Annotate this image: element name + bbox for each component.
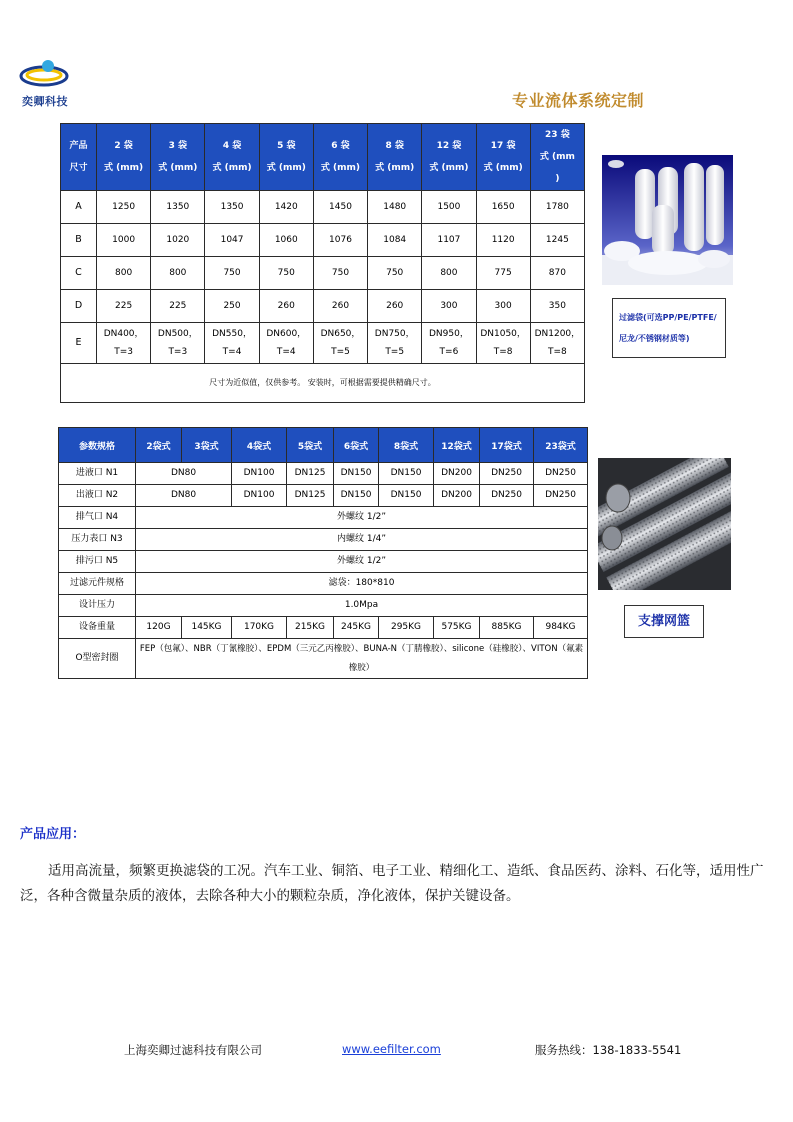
table-cell: 1450 bbox=[313, 191, 367, 224]
table-cell: 750 bbox=[259, 257, 313, 290]
filter-bag-caption: 过滤袋(可选PP/PE/PTFE/尼龙/不锈钢材质等) bbox=[612, 298, 726, 358]
table-note: 尺寸为近似值，仅供参考。 安装时，可根据需要提供精确尺寸。 bbox=[61, 364, 585, 403]
header-cell: 17袋式 bbox=[480, 428, 534, 463]
logo-text: 奕卿科技 bbox=[22, 95, 68, 108]
table-row-element bbox=[59, 573, 588, 595]
table-cell: 120G bbox=[136, 617, 182, 639]
table-cell: 1084 bbox=[368, 224, 422, 257]
table-cell: 1047 bbox=[205, 224, 259, 257]
table-row-pressure bbox=[59, 595, 588, 617]
table-cell: DN200 bbox=[434, 485, 480, 507]
table-cell: DN200 bbox=[434, 463, 480, 485]
header-cell: 8 袋 式 (mm) bbox=[368, 124, 422, 191]
row-label: 过滤元件规格 bbox=[59, 573, 136, 595]
table-cell: 215KG bbox=[287, 617, 334, 639]
table-cell: 1245 bbox=[530, 224, 584, 257]
table-cell: DN1200，T=8 bbox=[530, 323, 584, 364]
table-cell: 滤袋：180*810 bbox=[136, 573, 588, 595]
row-label: O型密封圈 bbox=[59, 639, 136, 679]
table-cell: 350 bbox=[530, 290, 584, 323]
dimension-table bbox=[60, 123, 585, 403]
table-cell: 内螺纹 1/4” bbox=[136, 529, 588, 551]
row-label: A bbox=[61, 191, 97, 224]
row-label: 设备重量 bbox=[59, 617, 136, 639]
table-cell: DN500，T=3 bbox=[151, 323, 205, 364]
table-cell: DN80 bbox=[136, 463, 232, 485]
footer-company: 上海奕卿过滤科技有限公司 bbox=[124, 1043, 262, 1057]
row-label: 设计压力 bbox=[59, 595, 136, 617]
table-cell: 870 bbox=[530, 257, 584, 290]
table-cell: 575KG bbox=[434, 617, 480, 639]
table-cell: 1076 bbox=[313, 224, 367, 257]
header-cell: 产品 尺寸 bbox=[61, 124, 97, 191]
row-label: 进液口 N1 bbox=[59, 463, 136, 485]
header-cell: 12袋式 bbox=[434, 428, 480, 463]
table-cell: 170KG bbox=[232, 617, 287, 639]
table-cell: DN250 bbox=[480, 463, 534, 485]
row-label: 出液口 N2 bbox=[59, 485, 136, 507]
header-cell: 8袋式 bbox=[379, 428, 434, 463]
footer-website-link[interactable]: www.eefilter.com bbox=[342, 1042, 441, 1056]
table-cell: 750 bbox=[368, 257, 422, 290]
table-cell: 260 bbox=[368, 290, 422, 323]
table-cell: 1500 bbox=[422, 191, 476, 224]
table-cell: 800 bbox=[97, 257, 151, 290]
table-cell: 295KG bbox=[379, 617, 434, 639]
table-cell: DN125 bbox=[287, 463, 334, 485]
table-cell: DN150 bbox=[379, 463, 434, 485]
table-cell: 800 bbox=[422, 257, 476, 290]
header-cell: 23 袋 式 (mm ) bbox=[530, 124, 584, 191]
table-cell: DN250 bbox=[480, 485, 534, 507]
table-cell: 260 bbox=[313, 290, 367, 323]
table-row-weight bbox=[59, 617, 588, 639]
table-cell: DN750，T=5 bbox=[368, 323, 422, 364]
application-title: 产品应用： bbox=[20, 827, 86, 842]
company-logo bbox=[18, 56, 70, 110]
table-cell: DN1050，T=8 bbox=[476, 323, 530, 364]
table-cell: DN550，T=4 bbox=[205, 323, 259, 364]
table-cell: 145KG bbox=[182, 617, 232, 639]
table-cell: DN400，T=3 bbox=[97, 323, 151, 364]
table-cell: DN100 bbox=[232, 485, 287, 507]
table-cell: DN150 bbox=[379, 485, 434, 507]
table-cell: 1350 bbox=[205, 191, 259, 224]
table-cell: DN600，T=4 bbox=[259, 323, 313, 364]
row-label: B bbox=[61, 224, 97, 257]
table-row bbox=[61, 224, 585, 257]
header-cell: 3 袋 式 (mm) bbox=[151, 124, 205, 191]
support-basket-caption: 支撑网篮 bbox=[624, 605, 704, 638]
table-cell: 外螺纹 1/2” bbox=[136, 551, 588, 573]
table-cell: 250 bbox=[205, 290, 259, 323]
row-label: 排气口 N4 bbox=[59, 507, 136, 529]
row-label: D bbox=[61, 290, 97, 323]
header-cell: 2 袋 式 (mm) bbox=[97, 124, 151, 191]
table-cell: 800 bbox=[151, 257, 205, 290]
table-cell: DN150 bbox=[334, 463, 379, 485]
table-cell: 1000 bbox=[97, 224, 151, 257]
table-cell: 1350 bbox=[151, 191, 205, 224]
table-row bbox=[61, 290, 585, 323]
table-cell: 1250 bbox=[97, 191, 151, 224]
header-cell: 17 袋 式 (mm) bbox=[476, 124, 530, 191]
support-basket-image bbox=[598, 458, 731, 590]
header-cell: 6 袋 式 (mm) bbox=[313, 124, 367, 191]
application-body: 适用高流量，频繁更换滤袋的工况。汽车工业、铜箔、电子工业、精细化工、造纸、食品医药、涂料、石化等，适用性广泛，各种含微量杂质的液体，去除各种大小的颗粒杂质，净化液体，保护关键设备。 bbox=[20, 863, 764, 904]
table-cell: 885KG bbox=[480, 617, 534, 639]
table-cell: 1650 bbox=[476, 191, 530, 224]
header-cell: 4袋式 bbox=[232, 428, 287, 463]
table-row bbox=[61, 257, 585, 290]
table-cell: 245KG bbox=[334, 617, 379, 639]
table-row bbox=[61, 323, 585, 364]
table-cell: 984KG bbox=[534, 617, 588, 639]
table-cell: DN950，T=6 bbox=[422, 323, 476, 364]
table-row bbox=[61, 191, 585, 224]
table-cell: 300 bbox=[422, 290, 476, 323]
table-row-oring bbox=[59, 639, 588, 679]
table-cell: 225 bbox=[97, 290, 151, 323]
row-label: C bbox=[61, 257, 97, 290]
table-cell: 1420 bbox=[259, 191, 313, 224]
row-label: 排污口 N5 bbox=[59, 551, 136, 573]
filter-bag-image bbox=[602, 155, 733, 285]
table-cell: 1480 bbox=[368, 191, 422, 224]
table-header-row bbox=[61, 124, 585, 191]
header-cell: 参数规格 bbox=[59, 428, 136, 463]
row-label: 压力表口 N3 bbox=[59, 529, 136, 551]
table-note-row bbox=[61, 364, 585, 403]
table-cell: DN250 bbox=[534, 485, 588, 507]
table-row-gauge bbox=[59, 529, 588, 551]
table-cell: 750 bbox=[313, 257, 367, 290]
header-cell: 4 袋 式 (mm) bbox=[205, 124, 259, 191]
table-cell: 1780 bbox=[530, 191, 584, 224]
logo-swoosh-icon bbox=[18, 56, 70, 94]
table-cell: 260 bbox=[259, 290, 313, 323]
slogan: 专业流体系统定制 bbox=[512, 91, 645, 110]
table-cell: DN125 bbox=[287, 485, 334, 507]
table-row-inlet bbox=[59, 463, 588, 485]
table-cell: 300 bbox=[476, 290, 530, 323]
table-cell: 225 bbox=[151, 290, 205, 323]
header-cell: 12 袋 式 (mm) bbox=[422, 124, 476, 191]
table-row-vent bbox=[59, 507, 588, 529]
header-cell: 2袋式 bbox=[136, 428, 182, 463]
table-cell: DN80 bbox=[136, 485, 232, 507]
header-cell: 5 袋 式 (mm) bbox=[259, 124, 313, 191]
header-cell: 3袋式 bbox=[182, 428, 232, 463]
table-cell: FEP（包氟）、NBR（丁氰橡胶）、EPDM（三元乙丙橡胶）、BUNA-N（丁腈橡胶）、silicone（硅橡胶）、VITON（氟素橡胶） bbox=[136, 639, 588, 679]
table-cell: 775 bbox=[476, 257, 530, 290]
table-cell: 1107 bbox=[422, 224, 476, 257]
table-cell: DN100 bbox=[232, 463, 287, 485]
header-cell: 6袋式 bbox=[334, 428, 379, 463]
table-cell: 1120 bbox=[476, 224, 530, 257]
row-label: E bbox=[61, 323, 97, 364]
table-cell: 1060 bbox=[259, 224, 313, 257]
table-cell: 750 bbox=[205, 257, 259, 290]
header-cell: 5袋式 bbox=[287, 428, 334, 463]
table-row-outlet bbox=[59, 485, 588, 507]
table-header-row bbox=[59, 428, 588, 463]
footer-phone: 服务热线：138-1833-5541 bbox=[535, 1043, 682, 1057]
table-cell: 1.0Mpa bbox=[136, 595, 588, 617]
table-cell: DN650，T=5 bbox=[313, 323, 367, 364]
table-cell: DN150 bbox=[334, 485, 379, 507]
header-cell: 23袋式 bbox=[534, 428, 588, 463]
table-cell: 外螺纹 1/2” bbox=[136, 507, 588, 529]
table-cell: DN250 bbox=[534, 463, 588, 485]
table-row-drain bbox=[59, 551, 588, 573]
parameter-table bbox=[58, 427, 588, 679]
table-cell: 1020 bbox=[151, 224, 205, 257]
